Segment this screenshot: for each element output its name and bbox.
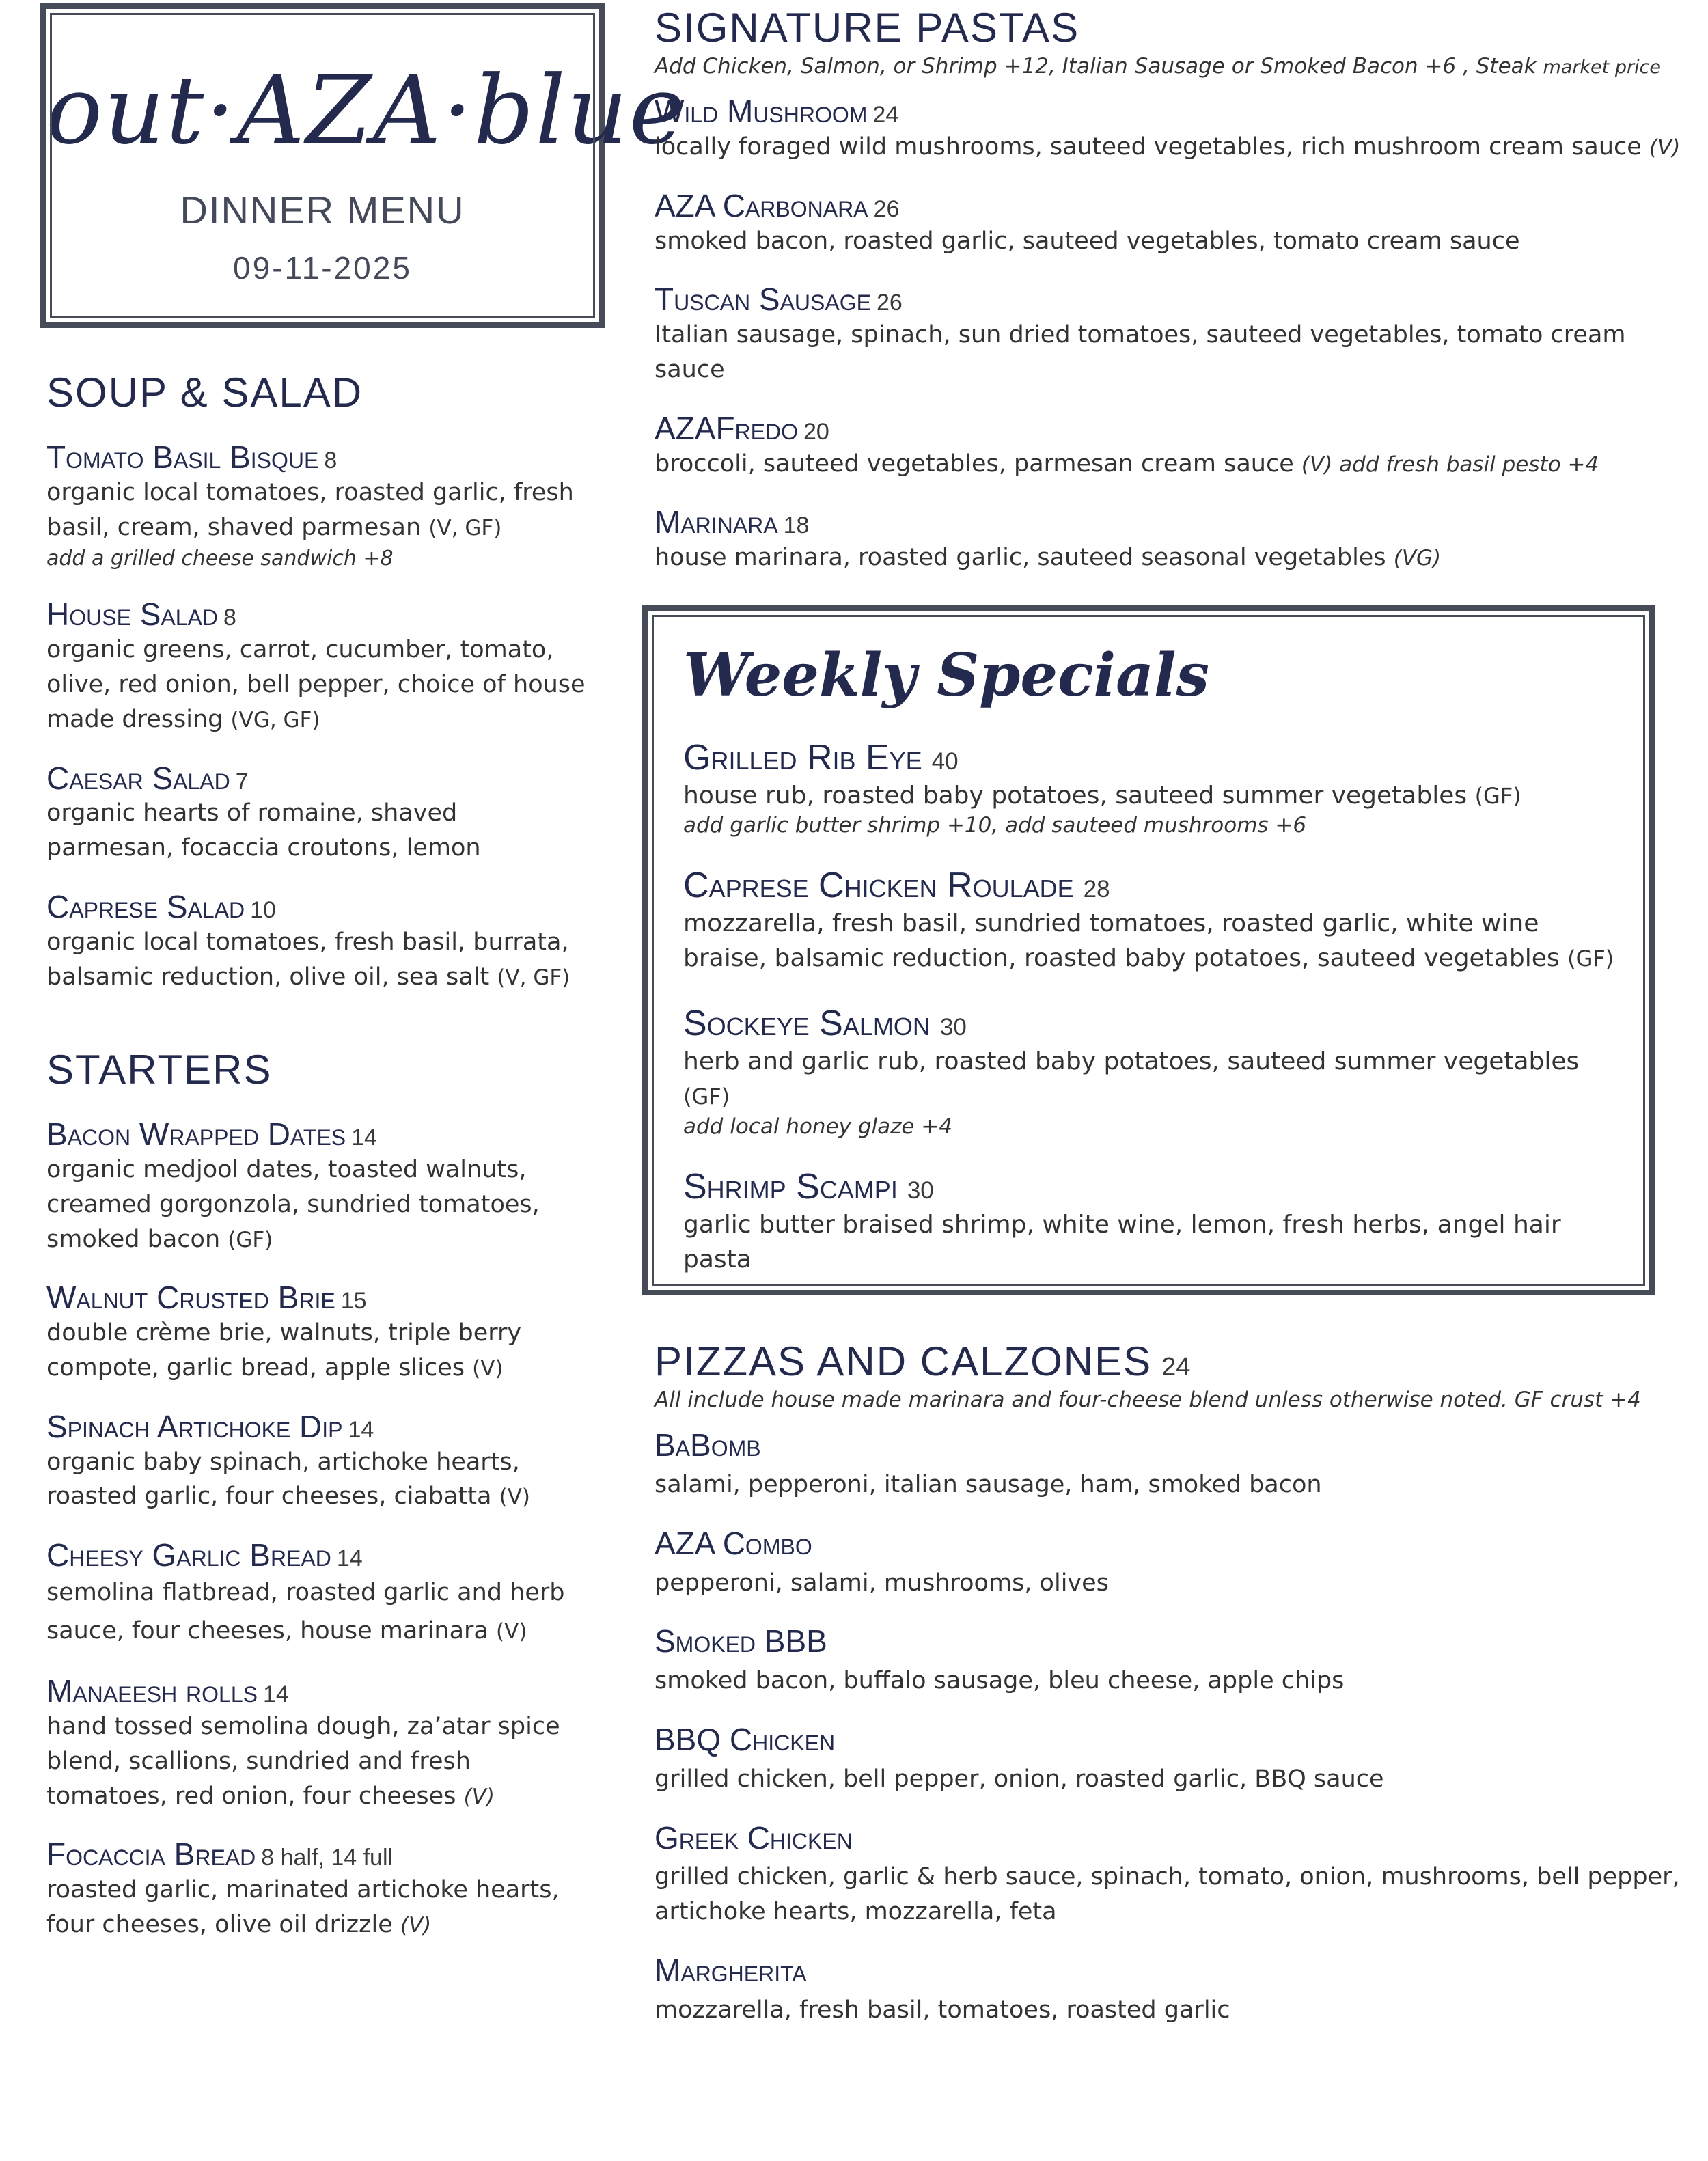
menu-item [46,1537,586,1650]
item-price: 14 [351,1125,377,1151]
menu-item [46,760,586,866]
item-name: Manaeesh rolls [46,1673,258,1709]
menu-item [655,1820,1693,1929]
special-name: Shrimp Scampi [683,1166,898,1207]
item-desc: double crème brie, walnuts, triple berry compote, garlic bread, apple slices [46,1319,522,1382]
item-name: AZAFredo [655,410,799,446]
item-desc: organic baby spinach, artichoke hearts, roasted garlic, four cheeses, ciabatta [46,1448,520,1511]
item-desc: organic greens, carrot, cucumber, tomato, olive, red onion, bell pepper, choice of house made dressing [46,636,586,733]
item-price: 10 [250,896,276,923]
special-price: 30 [939,1014,967,1041]
item-tags: (V) [499,1485,531,1510]
item-desc: salami, pepperoni, italian sausage, ham, smoked bacon [655,1470,1322,1498]
special-name: Caprese Chicken Roulade [683,866,1074,906]
pizzas-section [655,1338,1693,2028]
item-price: 18 [783,512,810,539]
pizzas-note: All include house made marinara and four-cheese blend unless otherwise noted. GF crust +4 [655,1388,1641,1412]
pastas-section [655,4,1693,575]
menu-item [655,411,1693,482]
item-desc: pepperoni, salami, mushrooms, olives [655,1569,1109,1597]
item-name: Smoked BBB [655,1623,827,1660]
item-name: BaBomb [655,1427,761,1463]
item-name: Bacon Wrapped Dates [46,1116,346,1153]
menu-item [46,1280,586,1385]
item-desc: organic local tomatoes, roasted garlic, fresh basil, cream, shaved parmesan [46,478,574,541]
special-name: Grilled Rib Eye [683,738,922,777]
special-name: Sockeye Salmon [683,1004,931,1044]
item-price: 14 [348,1416,374,1443]
special-item [683,1003,1622,1138]
section-title-pizzas: PIZZAS AND CALZONES [655,1338,1153,1384]
item-name: Caprese Salad [46,888,245,924]
item-desc: smoked bacon, roasted garlic, sauteed vegetables, tomato cream sauce [655,227,1520,255]
item-desc: broccoli, sauteed vegetables, parmesan cream sauce [655,450,1294,478]
special-desc: herb and garlic rub, roasted baby potatoes, sauteed summer vegetables [683,1047,1580,1076]
special-desc: mozzarella, fresh basil, sundried tomatoes, roasted garlic, white wine braise, balsamic reduction, roasted baby potatoes, sauteed vegetables [683,909,1560,973]
item-tags: (V) [472,1356,504,1381]
item-tags: (V) [400,1912,432,1938]
menu-item [46,1116,586,1256]
item-price: 14 [336,1545,363,1572]
item-name: Greek Chicken [655,1819,853,1856]
menu-item [655,1526,1693,1601]
specials-title: Weekly Specials [683,641,1209,710]
section-title-starters: STARTERS [46,1047,273,1093]
item-desc: semolina flatbread, roasted garlic and herb sauce, four cheeses, house marinara [46,1579,565,1645]
item-desc: smoked bacon, buffalo sausage, bleu cheese, apple chips [655,1667,1345,1695]
menu-item [46,1836,586,1942]
item-desc: locally foraged wild mushrooms, sauteed vegetables, rich mushroom cream sauce [655,133,1642,161]
menu-item [655,1427,1693,1502]
item-desc: mozzarella, fresh basil, tomatoes, roasted garlic [655,1996,1230,2024]
special-desc: garlic butter braised shrimp, white wine, lemon, fresh herbs, angel hair pasta [683,1210,1561,1274]
menu-subtitle: DINNER MENU [180,189,465,232]
item-desc: organic local tomatoes, fresh basil, burrata, balsamic reduction, olive oil, sea salt [46,928,569,991]
special-price: 28 [1083,876,1110,903]
menu-item [46,1673,586,1813]
special-price: 40 [931,748,959,775]
menu-item [655,188,1693,259]
item-price: 8 [223,605,236,631]
menu-item [655,281,1693,387]
item-desc: house marinara, roasted garlic, sauteed seasonal vegetables [655,544,1386,572]
item-desc: roasted garlic, marinated artichoke hearts, four cheeses, olive oil drizzle [46,1876,560,1938]
item-desc: organic hearts of romaine, shaved parmesan, focaccia croutons, lemon [46,799,481,862]
item-name: AZA Combo [655,1525,812,1561]
item-name: Walnut Crusted Brie [46,1280,335,1316]
item-tags: (V) [463,1784,495,1809]
item-price: 26 [876,290,903,316]
item-desc: organic medjool dates, toasted walnuts, creamed gorgonzola, sundried tomatoes, smoked bacon [46,1156,540,1253]
item-tags: (V) add fresh basil pesto +4 [1301,452,1599,477]
item-name: Cheesy Garlic Bread [46,1537,331,1573]
menu-item [46,889,586,994]
item-desc: grilled chicken, bell pepper, onion, roasted garlic, BBQ sauce [655,1765,1384,1793]
item-name: AZA Carbonara [655,187,868,223]
item-name: Caesar Salad [46,760,230,796]
item-name: Marinara [655,504,778,540]
special-desc: house rub, roasted baby potatoes, sauteed summer vegetables [683,782,1468,810]
menu-item [655,1953,1693,2028]
item-tags: (V) [496,1619,527,1644]
pizzas-price: 24 [1161,1353,1191,1381]
special-item [683,737,1622,838]
item-desc: hand tossed semolina dough, za’atar spice blend, scallions, sundried and fresh tomatoes, red onion, four cheeses [46,1713,560,1810]
item-tags: (V, GF) [428,515,502,540]
menu-item [655,1623,1693,1698]
pastas-note-small: market price [1543,57,1662,78]
special-item [683,1166,1622,1277]
item-name: Focaccia Bread [46,1836,256,1873]
item-price: 24 [872,102,899,128]
item-tags: (VG) [1393,546,1442,571]
item-price: 8 half, 14 full [261,1845,394,1871]
pastas-note: Add Chicken, Salmon, or Shrimp +12, Italian Sausage or Smoked Bacon +6 , Steak [655,54,1537,79]
item-tags: (VG, GF) [230,707,320,732]
brand-logo: out·AZA·blue [46,55,687,165]
left-column [46,369,586,1942]
special-tags: (GF) [1567,946,1614,972]
item-name: Tomato Basil Bisque [46,439,319,475]
menu-item [46,1409,586,1514]
item-tags: (V) [1649,135,1681,160]
special-price: 30 [907,1176,934,1204]
item-name: House Salad [46,596,218,633]
item-name: Margherita [655,1952,807,1988]
item-price: 20 [803,418,829,445]
menu-date: 09-11-2025 [233,250,412,286]
item-name: Wild Mushroom [655,94,868,129]
section-title-soup-salad: SOUP & SALAD [46,370,363,415]
item-price: 26 [873,195,900,222]
item-name: Spinach Artichoke Dip [46,1408,343,1444]
menu-item [46,439,586,573]
item-price: 15 [340,1288,367,1315]
item-note: add a grilled cheese sandwich +8 [46,547,394,571]
item-desc: Italian sausage, spinach, sun dried tomatoes, sauteed vegetables, tomato cream sauce [655,321,1626,383]
item-name: BBQ Chicken [655,1721,836,1757]
item-tags: (GF) [228,1227,273,1252]
special-note: add garlic butter shrimp +10, add sauteed mushrooms +6 [683,813,1307,838]
special-tags: (GF) [1474,783,1521,809]
item-price: 14 [262,1681,289,1708]
item-tags: (V, GF) [497,965,570,990]
special-note: add local honey glaze +4 [683,1114,953,1139]
menu-item [655,94,1693,165]
section-title-pastas: SIGNATURE PASTAS [655,5,1080,51]
special-tags: (GF) [683,1084,730,1110]
item-name: Tuscan Sausage [655,281,871,318]
item-price: 8 [324,448,338,473]
logo-box [40,3,687,328]
item-desc: grilled chicken, garlic & herb sauce, spinach, tomato, onion, mushrooms, bell pepper, artichoke hearts, mozzarella, feta [655,1863,1680,1926]
menu-item [655,1722,1693,1797]
special-item [683,865,1622,976]
menu-item [46,596,586,737]
item-price: 7 [235,768,249,795]
menu-item [655,504,1693,575]
weekly-specials-box [642,605,1655,1295]
